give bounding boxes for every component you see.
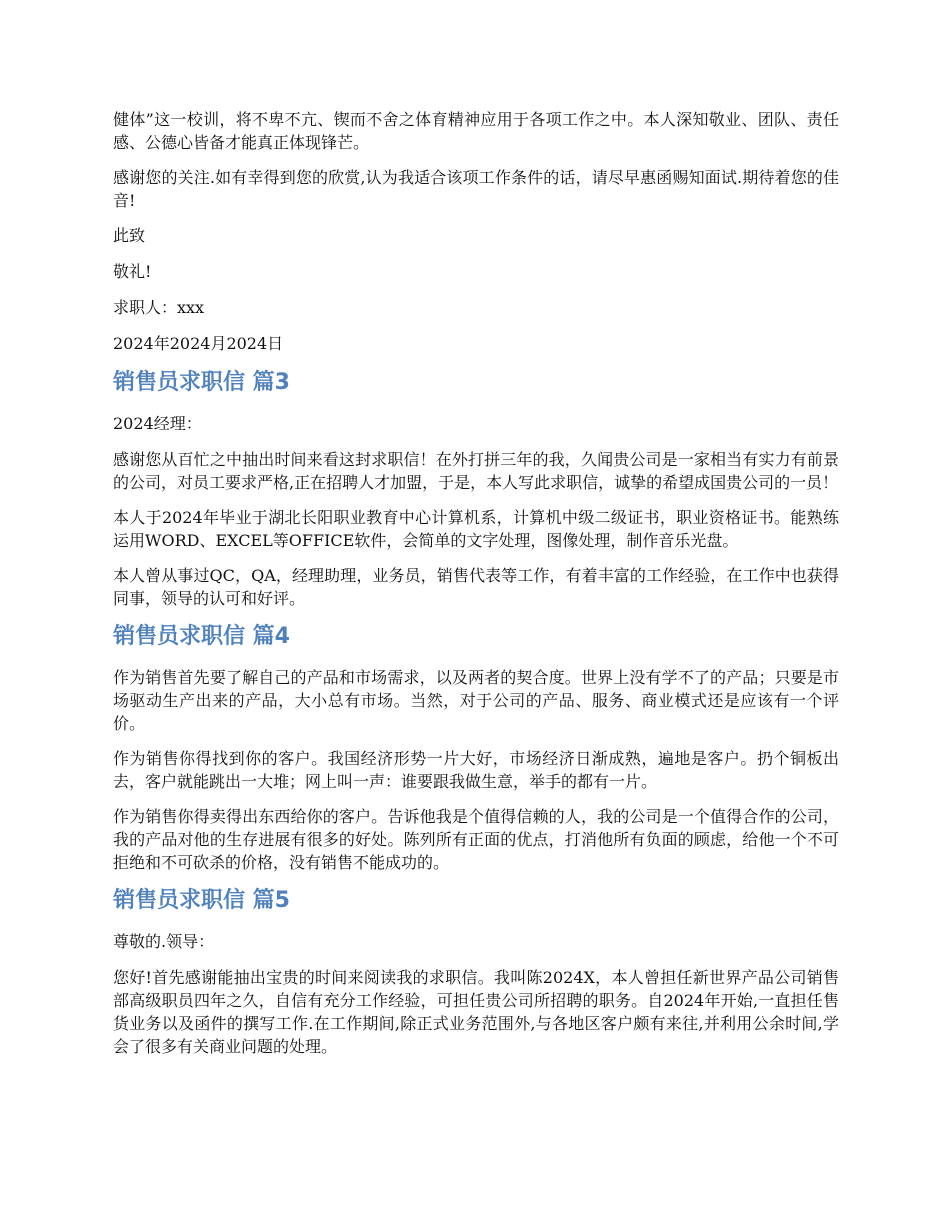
document-page <box>113 108 839 1070</box>
section5-heading: 销售员求职信 篇5 <box>113 888 290 913</box>
intro-paragraph-2: 感谢您的关注.如有幸得到您的欣赏,认为我适合该项工作条件的话，请尽早惠函赐知面试.期待着您的佳音! <box>113 168 839 210</box>
section4-heading: 销售员求职信 篇4 <box>113 624 290 649</box>
section4-paragraph-3: 作为销售你得卖得出东西给你的客户。告诉他我是个值得信赖的人，我的公司是一个值得合作的公司，我的产品对他的生存进展有很多的好处。陈列所有正面的优点，打消他所有负面的顾虑，给他一个不可拒绝和不可砍杀的价格，没有销售不能成功的。 <box>113 807 839 872</box>
section4-paragraph-1: 作为销售首先要了解自己的产品和市场需求，以及两者的契合度。世界上没有学不了的产品；只要是市场驱动生产出来的产品，大小总有市场。当然，对于公司的产品、服务、商业模式还是应该有一个评价。 <box>113 668 839 733</box>
section3-paragraph-3: 本人曾从事过QC，QA，经理助理，业务员，销售代表等工作，有着丰富的工作经验，在工作中也获得同事，领导的认可和好评。 <box>113 566 839 608</box>
salute-text: 敬礼! <box>113 262 152 281</box>
section3-greeting: 2024经理： <box>113 414 202 433</box>
section5-paragraph-1: 您好!首先感谢能抽出宝贵的时间来阅读我的求职信。我叫陈2024X，本人曾担任新世界产品公司销售部高级职员四年之久，自信有充分工作经验，可担任贵公司所招聘的职务。自2024年开始,一直担任售货业务以及函件的撰写工作.在工作期间,除正式业务范围外,与各地区客户颇有来往,并利用公余时间,学会了很多有关商业问题的处理。 <box>113 968 839 1056</box>
section3-heading: 销售员求职信 篇3 <box>113 370 290 395</box>
closing-text: 此致 <box>113 226 146 245</box>
section3-paragraph-1: 感谢您从百忙之中抽出时间来看这封求职信！在外打拼三年的我，久闻贵公司是一家相当有实力有前景的公司，对员工要求严格,正在招聘人才加盟，于是，本人写此求职信，诚挚的希望成国贵公司的一员！ <box>113 450 839 492</box>
section3-paragraph-2: 本人于2024年毕业于湖北长阳职业教育中心计算机系，计算机中级二级证书，职业资格证书。能熟练运用WORD、EXCEL等OFFICE软件，会简单的文字处理，图像处理，制作音乐光盘。 <box>113 508 839 550</box>
date-text: 2024年2024月2024日 <box>113 334 284 353</box>
signature-text: 求职人：xxx <box>113 298 205 317</box>
section5-greeting: 尊敬的.领导： <box>113 932 215 951</box>
section4-paragraph-2: 作为销售你得找到你的客户。我国经济形势一片大好，市场经济日渐成熟，遍地是客户。扔个铜板出去，客户就能跳出一大堆；网上叫一声：谁要跟我做生意，举手的都有一片。 <box>113 749 839 791</box>
intro-paragraph-1: 健体”这一校训，将不卑不亢、锲而不舍之体育精神应用于各项工作之中。本人深知敬业、团队、责任感、公德心皆备才能真正体现锋芒。 <box>113 110 839 152</box>
